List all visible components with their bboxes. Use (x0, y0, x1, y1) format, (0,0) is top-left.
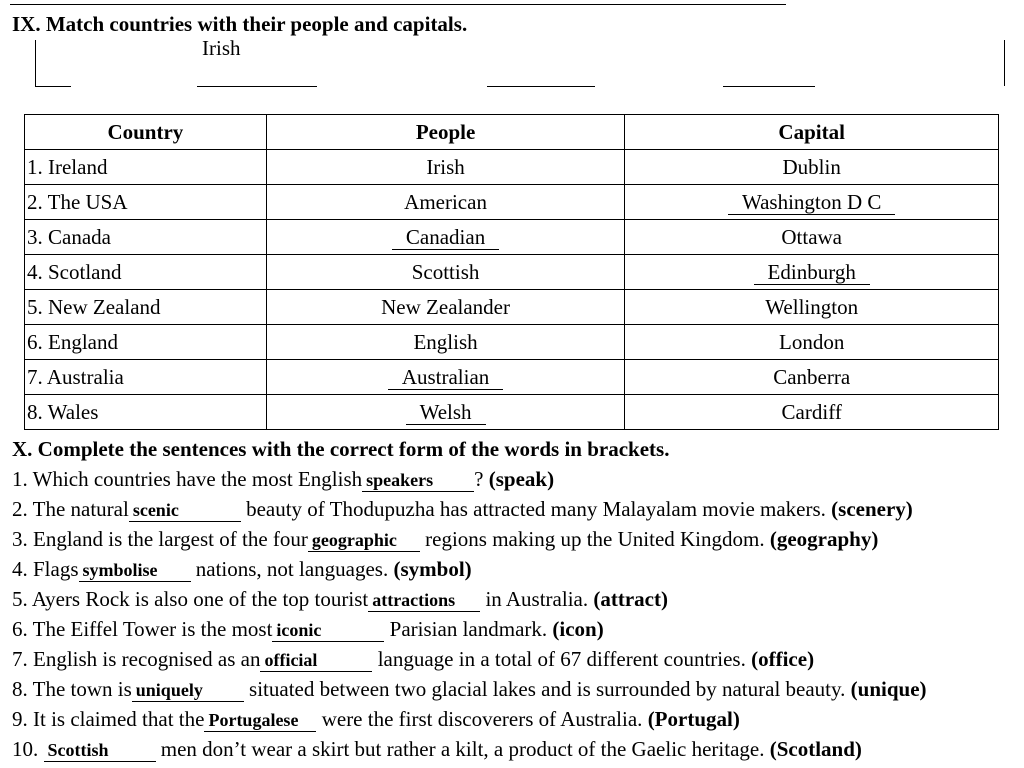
word-box-right-border (1004, 40, 1005, 86)
people-answer: New Zealander (381, 294, 510, 319)
people-cell (266, 220, 625, 255)
table-row (25, 395, 999, 430)
sentence-text: 1. Which countries have the most English (12, 467, 363, 491)
sentence-text: 8. The town is (12, 677, 132, 701)
capital-cell (625, 325, 999, 360)
answer-blank: Portugalese (204, 710, 316, 732)
sentence-text: men don’t wear a skirt but rather a kilt, a product of the Gaelic heritage. (155, 737, 770, 761)
people-answer: Australian (388, 365, 503, 390)
sentence-text: nations, not languages. (190, 557, 394, 581)
sentence (12, 497, 913, 522)
match-table (24, 114, 999, 430)
sentence-text: 4. Flags (12, 557, 79, 581)
people-cell (266, 395, 625, 430)
root-word: (scenery) (831, 497, 913, 521)
root-word: (attract) (593, 587, 668, 611)
sentence (12, 527, 878, 552)
people-answer: American (404, 189, 487, 214)
section-x-heading: X. Complete the sentences with the correct form of the words in brackets. (12, 437, 670, 461)
people-answer: Welsh (406, 400, 486, 425)
word-box-hint: Irish (202, 36, 241, 60)
root-word: (Scotland) (769, 737, 862, 761)
sentence-text: situated between two glacial lakes and is surrounded by natural beauty. (243, 677, 851, 701)
table-row (25, 150, 999, 185)
sentence-text: 6. The Eiffel Tower is the most (12, 617, 273, 641)
sentence-text: language in a total of 67 different countries. (372, 647, 752, 671)
table-row (25, 360, 999, 395)
root-word: (geography) (769, 527, 879, 551)
answer-blank: attractions (368, 590, 480, 612)
sentence-text: regions making up the United Kingdom. (419, 527, 770, 551)
table-row (25, 220, 999, 255)
sentence-text: 3. England is the largest of the four (12, 527, 308, 551)
capital-answer: Canberra (773, 364, 851, 389)
sentence (12, 737, 862, 762)
capital-answer: London (779, 329, 845, 354)
answer-blank: speakers (362, 470, 474, 492)
country-cell: 8. Wales (25, 395, 267, 430)
table-row (25, 325, 999, 360)
capital-cell (625, 220, 999, 255)
word-box-left-border (35, 40, 36, 86)
sentence-text: were the first discoverers of Australia. (316, 707, 648, 731)
column-header: Country (25, 115, 267, 150)
capital-answer: Wellington (765, 294, 859, 319)
top-rule (10, 4, 786, 5)
root-word: (icon) (552, 617, 604, 641)
sentence (12, 677, 927, 702)
sentence-text: 2. The natural (12, 497, 129, 521)
answer-blank: uniquely (132, 680, 244, 702)
sentence-text: ? (474, 467, 489, 491)
capital-cell (625, 150, 999, 185)
people-answer: English (413, 329, 478, 354)
table-row (25, 255, 999, 290)
country-cell: 7. Australia (25, 360, 267, 395)
sentence-text: in Australia. (480, 587, 594, 611)
answer-blank: Scottish (44, 740, 156, 762)
root-word: (office) (751, 647, 815, 671)
column-header: People (266, 115, 625, 150)
capital-answer: Cardiff (781, 399, 842, 424)
word-box-left-foot (35, 86, 71, 87)
answer-blank: symbolise (79, 560, 191, 582)
people-cell (266, 290, 625, 325)
capital-answer: Dublin (782, 154, 841, 179)
capital-cell (625, 360, 999, 395)
sentence (12, 647, 814, 672)
answer-blank: geographic (308, 530, 420, 552)
answer-blank: scenic (129, 500, 241, 522)
people-cell (266, 150, 625, 185)
sentence-text: 7. English is recognised as an (12, 647, 261, 671)
section-ix-heading: IX. Match countries with their people and capitals. (12, 12, 468, 36)
word-box-blank (487, 86, 595, 87)
word-box-blank (197, 86, 317, 87)
word-box (35, 40, 1005, 86)
sentence (12, 707, 740, 732)
root-word: (Portugal) (647, 707, 740, 731)
country-cell: 5. New Zealand (25, 290, 267, 325)
sentence-text: beauty of Thodupuzha has attracted many Malayalam movie makers. (240, 497, 832, 521)
table-header-row (25, 115, 999, 150)
country-cell: 4. Scotland (25, 255, 267, 290)
people-answer: Scottish (411, 259, 480, 284)
root-word: (unique) (850, 677, 927, 701)
country-cell: 6. England (25, 325, 267, 360)
capital-cell (625, 395, 999, 430)
country-cell: 2. The USA (25, 185, 267, 220)
sentence-text: 9. It is claimed that the (12, 707, 205, 731)
country-cell: 1. Ireland (25, 150, 267, 185)
table-row (25, 185, 999, 220)
sentence-text: 10. (12, 737, 44, 761)
people-cell (266, 325, 625, 360)
sentence-text: 5. Ayers Rock is also one of the top tourist (12, 587, 369, 611)
people-answer: Irish (426, 154, 465, 179)
sentence (12, 557, 472, 582)
capital-cell (625, 290, 999, 325)
capital-cell (625, 185, 999, 220)
word-box-blank (723, 86, 815, 87)
sentence-text: Parisian landmark. (384, 617, 553, 641)
answer-blank: official (260, 650, 372, 672)
sentence (12, 587, 668, 612)
sentence (12, 467, 554, 492)
table-row (25, 290, 999, 325)
capital-answer: Ottawa (781, 224, 843, 249)
root-word: (speak) (488, 467, 555, 491)
people-answer: Canadian (392, 225, 499, 250)
capital-answer: Washington D C (728, 190, 895, 215)
people-cell (266, 255, 625, 290)
people-cell (266, 360, 625, 395)
people-cell (266, 185, 625, 220)
root-word: (symbol) (393, 557, 472, 581)
capital-cell (625, 255, 999, 290)
answer-blank: iconic (272, 620, 384, 642)
capital-answer: Edinburgh (754, 260, 870, 285)
column-header: Capital (625, 115, 999, 150)
sentence (12, 617, 604, 642)
country-cell: 3. Canada (25, 220, 267, 255)
